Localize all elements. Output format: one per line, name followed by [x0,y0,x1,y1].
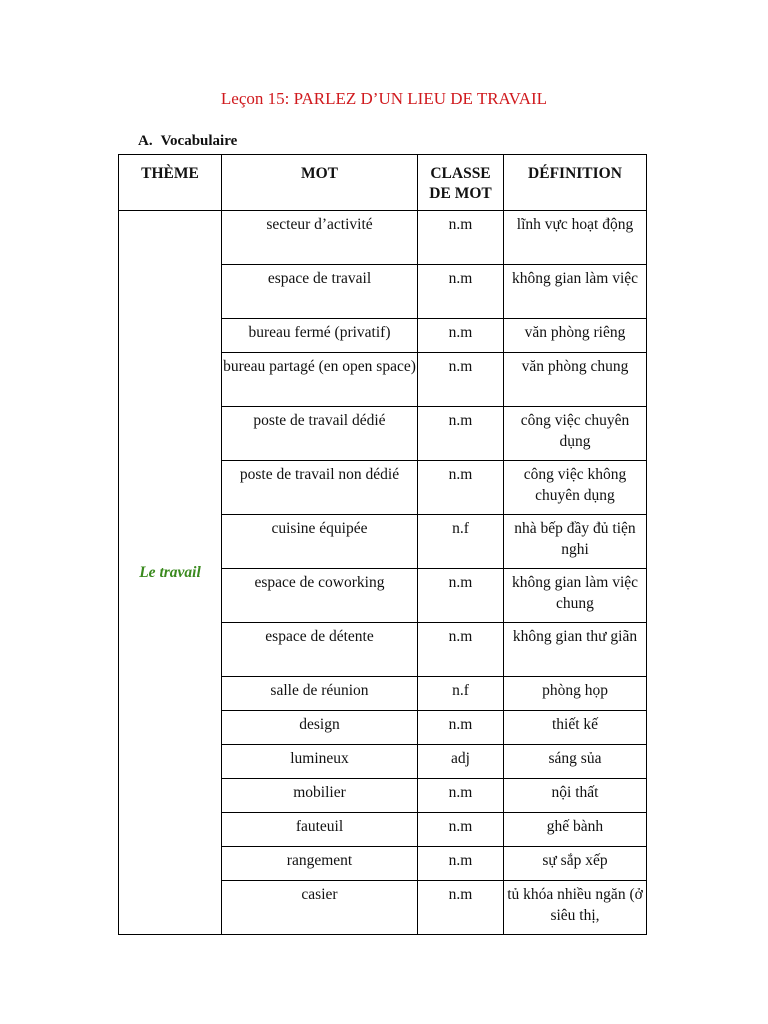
word-cell: cuisine équipée [222,515,418,569]
word-cell: mobilier [222,779,418,813]
definition-cell: văn phòng chung [504,353,647,407]
word-cell: rangement [222,847,418,881]
word-cell: design [222,711,418,745]
word-class-cell: n.m [418,711,504,745]
theme-label: Le travail [139,563,201,581]
definition-cell: văn phòng riêng [504,319,647,353]
word-class-cell: n.m [418,881,504,935]
word-class-cell: n.m [418,353,504,407]
word-cell: bureau fermé (privatif) [222,319,418,353]
definition-cell: thiết kế [504,711,647,745]
word-class-cell: n.m [418,847,504,881]
word-class-cell: n.m [418,623,504,677]
word-cell: espace de coworking [222,569,418,623]
word-class-cell: n.f [418,515,504,569]
definition-cell: tủ khóa nhiều ngăn (ở siêu thị, [504,881,647,935]
word-cell: poste de travail non dédié [222,461,418,515]
word-class-cell: n.m [418,211,504,265]
word-cell: salle de réunion [222,677,418,711]
word-cell: espace de détente [222,623,418,677]
definition-cell: nội thất [504,779,647,813]
definition-cell: không gian làm việc [504,265,647,319]
section-label: Vocabulaire [160,133,238,149]
word-class-cell: n.m [418,569,504,623]
definition-cell: không gian thư giãn [504,623,647,677]
definition-cell: không gian làm việc chung [504,569,647,623]
definition-cell: nhà bếp đầy đủ tiện nghi [504,515,647,569]
header-word: MOT [222,155,418,211]
word-class-cell: adj [418,745,504,779]
word-cell: lumineux [222,745,418,779]
definition-cell: phòng họp [504,677,647,711]
theme-cell [119,211,222,935]
header-word-class: CLASSE DE MOT [418,155,504,211]
table-row [119,211,647,265]
header-definition: DÉFINITION [504,155,647,211]
vocabulary-table [118,154,647,935]
definition-cell: sáng sủa [504,745,647,779]
word-cell: espace de travail [222,265,418,319]
word-class-cell: n.m [418,407,504,461]
definition-cell: công việc chuyên dụng [504,407,647,461]
word-class-cell: n.m [418,779,504,813]
word-cell: casier [222,881,418,935]
word-class-cell: n.m [418,319,504,353]
section-heading [138,133,237,150]
word-cell: bureau partagé (en open space) [222,353,418,407]
word-cell: fauteuil [222,813,418,847]
section-marker: A. [138,133,153,149]
header-theme: THÈME [119,155,222,211]
word-class-cell: n.m [418,461,504,515]
word-cell: secteur d’activité [222,211,418,265]
word-cell: poste de travail dédié [222,407,418,461]
definition-cell: công việc không chuyên dụng [504,461,647,515]
definition-cell: lĩnh vực hoạt động [504,211,647,265]
definition-cell: sự sắp xếp [504,847,647,881]
word-class-cell: n.m [418,813,504,847]
word-class-cell: n.m [418,265,504,319]
table-header-row [119,155,647,211]
definition-cell: ghế bành [504,813,647,847]
lesson-title: Leçon 15: PARLEZ D’UN LIEU DE TRAVAIL [220,89,548,108]
word-class-cell: n.f [418,677,504,711]
